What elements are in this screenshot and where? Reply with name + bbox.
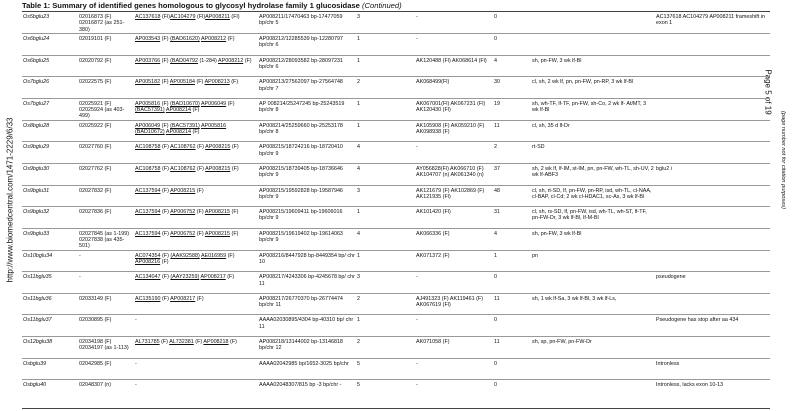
accession-cell bbox=[134, 250, 258, 272]
accession-cell bbox=[134, 228, 258, 250]
note-cell: pseudogene bbox=[656, 274, 686, 281]
accession-suffix: (F) bbox=[191, 129, 200, 136]
accession-link[interactable]: AP005816 bbox=[135, 100, 161, 107]
expression-cell bbox=[531, 272, 655, 294]
accession-cell bbox=[134, 12, 258, 34]
accession-link[interactable]: AC108758 bbox=[135, 144, 161, 151]
accession-suffix: (F) bbox=[193, 339, 204, 345]
accession-link[interactable]: AE016959 bbox=[200, 252, 227, 259]
est-count-cell: 0 bbox=[494, 274, 497, 281]
accession-link[interactable]: AC134047 bbox=[135, 274, 161, 281]
accession-link[interactable]: AC137594 bbox=[135, 187, 161, 194]
accession-suffix: (Fl) bbox=[195, 14, 206, 20]
table-row bbox=[22, 272, 770, 294]
accession-link[interactable]: AP008211 bbox=[205, 14, 230, 20]
accession-cell bbox=[134, 337, 258, 359]
accession-suffix: (F) bbox=[160, 187, 171, 194]
expression-cell: pn bbox=[532, 252, 538, 259]
gene-name-cell: Os7bglu27 bbox=[23, 100, 50, 107]
accession-suffix: (F) bbox=[160, 258, 169, 265]
accession-suffix: (F) bbox=[160, 57, 171, 64]
est-count-cell: 37 bbox=[494, 165, 500, 172]
expression-cell: sh, wh-TF, lf-TF, pn-FW, sh-Co, 2 wk lf- At/MT, 3 wk lf-Bl bbox=[532, 100, 647, 114]
accession-suffix: (Fl) bbox=[160, 14, 171, 20]
expression-cell: sh, pn-FW, 3 wk lf-Bl bbox=[532, 57, 582, 64]
accession-suffix: (F) bbox=[195, 295, 204, 302]
est-count-cell: 48 bbox=[494, 187, 500, 194]
locus-cell: 02025922 (F) bbox=[79, 122, 112, 129]
accession-link[interactable]: AC104279 bbox=[170, 14, 196, 20]
cdna-cell: - bbox=[416, 144, 418, 151]
accession-link[interactable]: AC074354 bbox=[135, 252, 161, 259]
exon-count-cell: 3 bbox=[357, 14, 360, 20]
est-count-cell: 0 bbox=[494, 317, 497, 324]
accession-link[interactable]: AP005184 bbox=[169, 79, 195, 86]
exon-count-cell: 3 bbox=[357, 274, 360, 281]
gene-name-cell: Os6bglu24 bbox=[23, 36, 50, 43]
accession-link[interactable]: (BAC57391) bbox=[135, 107, 165, 114]
exon-count-cell: 4 bbox=[357, 230, 360, 237]
exon-count-cell: 4 bbox=[357, 144, 360, 151]
table-row bbox=[22, 77, 770, 99]
est-count-cell: 19 bbox=[494, 100, 500, 107]
locus-cell: 02027760 (F) bbox=[79, 144, 112, 151]
accession-link[interactable]: AP008217 bbox=[200, 274, 226, 281]
table-row bbox=[22, 142, 770, 164]
accession-link[interactable]: AP005182 bbox=[135, 79, 161, 86]
table-row bbox=[22, 315, 770, 337]
accession-suffix: (F) bbox=[195, 165, 206, 172]
note-cell: AC137618 AC104279 AP008211 frameshift in exon 1 bbox=[656, 14, 765, 27]
accession-cell bbox=[134, 34, 258, 56]
accession-cell bbox=[134, 55, 258, 77]
accession-suffix: (F) bbox=[225, 274, 235, 281]
expression-cell bbox=[531, 315, 655, 337]
expression-cell bbox=[531, 34, 655, 56]
est-count-cell: 31 bbox=[494, 209, 500, 216]
note-cell: bglu2 i bbox=[656, 165, 672, 172]
accession-suffix: (F) bbox=[195, 230, 205, 237]
accession-cell bbox=[134, 77, 258, 99]
accession-link[interactable]: (BAD10672) bbox=[135, 129, 165, 136]
cdna-cell: - bbox=[416, 14, 418, 20]
table-row bbox=[22, 12, 770, 34]
gene-name-cell: Os6bglu25 bbox=[23, 57, 50, 64]
table-row bbox=[22, 358, 770, 380]
locus-cell: 02042985 (F) bbox=[79, 360, 112, 367]
table-row bbox=[22, 337, 770, 359]
table-row bbox=[22, 34, 770, 56]
locus-cell: - bbox=[79, 274, 81, 281]
cdna-cell: - bbox=[416, 360, 418, 367]
cdna-cell: AK071372 (F) bbox=[416, 252, 450, 259]
exon-count-cell: 3 bbox=[357, 187, 360, 194]
position-cell: AP 008214/25247245 bp-25243519 bp/chr 8 bbox=[259, 100, 345, 114]
accession-suffix: (Fl) bbox=[229, 14, 240, 20]
accession-link[interactable]: AP003766 bbox=[135, 57, 161, 64]
accession-link[interactable]: AC135190 bbox=[135, 295, 161, 302]
locus-cell: 02016873 (F) 02016872 (as 251-380) bbox=[79, 14, 125, 33]
accession-suffix: (F) bbox=[160, 209, 171, 216]
note-cell bbox=[655, 142, 770, 164]
locus-cell: 02027836 (F) bbox=[79, 209, 112, 216]
note-cell: Pseudogene has stop after aa 434 bbox=[656, 317, 739, 324]
cdna-cell: - bbox=[416, 36, 418, 43]
accession-cell bbox=[134, 207, 258, 229]
locus-cell: 02033149 (F) bbox=[79, 295, 112, 302]
accession-link[interactable]: AL732381 bbox=[169, 339, 194, 345]
accession-link[interactable]: AP006049 bbox=[200, 100, 227, 107]
accession-suffix: (F) bbox=[191, 107, 200, 114]
accession-link[interactable]: AP008212 bbox=[200, 36, 227, 43]
locus-cell: 02027832 (F) bbox=[79, 187, 112, 194]
expression-cell: sh, sp, pn-FW, pn-FW-Dr bbox=[532, 339, 592, 345]
gene-name-cell: Os9bglu29 bbox=[23, 144, 50, 151]
est-count-cell: 0 bbox=[494, 360, 497, 367]
est-count-cell: 1 bbox=[494, 252, 497, 259]
accession-link[interactable]: AP008215 bbox=[170, 187, 196, 194]
cdna-cell: AJ491323 (F) AK119461 (F) AK067619 (Fl) bbox=[416, 295, 484, 309]
expression-cell bbox=[531, 380, 655, 402]
note-cell bbox=[655, 55, 770, 77]
expression-cell: sh, 2 wk lf, lf-IM, st-IM, pn, pn-FW, wh-TL, sh-UV, 2 wk lf-ABF3 bbox=[532, 165, 654, 179]
accession-link[interactable]: AP006752 bbox=[170, 230, 196, 237]
accession-cell bbox=[134, 272, 258, 294]
accession-link[interactable]: (AAY23259) bbox=[170, 274, 200, 281]
accession-link[interactable]: AP008214 bbox=[165, 107, 192, 114]
table-row bbox=[22, 293, 770, 315]
exon-count-cell: 2 bbox=[357, 79, 360, 86]
accession-cell bbox=[134, 185, 258, 207]
cdna-cell: AY056828(Fl) AK066710 (F) AK104707 (n) AK061340 (n) bbox=[416, 165, 484, 179]
table-row bbox=[22, 185, 770, 207]
position-cell: AP008215/19609411 bp-19606016 bp/chr 9 bbox=[259, 209, 343, 222]
accession-link[interactable]: AP008212 bbox=[218, 57, 244, 64]
exon-count-cell: 4 bbox=[357, 165, 360, 172]
accession-link[interactable]: AC108758 bbox=[135, 165, 161, 172]
accession-suffix: (F) bbox=[160, 165, 171, 172]
position-cell: AP008218/13144002 bp-13146818 bp/chr 12 bbox=[259, 339, 343, 352]
accession-link[interactable]: AC137594 bbox=[135, 230, 161, 237]
cdna-cell: AK120488 (Fl) AK068614 (Fl) bbox=[416, 57, 487, 64]
note-cell bbox=[655, 228, 770, 250]
accession-suffix: (F) bbox=[243, 57, 252, 64]
gene-name-cell: Os7bglu26 bbox=[23, 79, 50, 86]
est-count-cell: 11 bbox=[494, 122, 500, 129]
position-cell: AP008215/19619402 bp-19614063 bp/chr 9 bbox=[259, 230, 343, 244]
cdna-cell: AK071058 (F) bbox=[416, 339, 450, 345]
accession-link[interactable]: AP006049 bbox=[135, 122, 161, 129]
est-count-cell: 0 bbox=[494, 14, 497, 20]
table-caption bbox=[22, 1, 402, 10]
accession-suffix: (F) bbox=[159, 339, 170, 345]
accession-suffix: (F) bbox=[195, 144, 206, 151]
position-cell: AP008215/18739405 bp-18736646 bp/chr 9 bbox=[259, 165, 343, 179]
expression-cell bbox=[531, 358, 655, 380]
gene-name-cell: Osbglu40 bbox=[23, 382, 47, 389]
table-row bbox=[22, 228, 770, 250]
expression-cell bbox=[531, 12, 655, 34]
accession-link[interactable]: AP008215 bbox=[204, 230, 231, 237]
gene-name-cell: Os9bglu32 bbox=[23, 209, 50, 216]
exon-count-cell: 5 bbox=[357, 382, 360, 389]
accession-link[interactable]: AP005816 bbox=[200, 122, 227, 129]
locus-cell: 02022575 (F) bbox=[79, 79, 112, 86]
table-row bbox=[22, 207, 770, 229]
accession-suffix: (F) bbox=[230, 144, 239, 151]
accession-cell bbox=[134, 380, 258, 402]
gene-name-cell: Os9bglu33 bbox=[23, 230, 50, 237]
gene-name-cell: Os11bglu36 bbox=[23, 295, 52, 302]
accession-link[interactable]: AP008215 bbox=[204, 209, 231, 216]
gene-name-cell: Os9bglu30 bbox=[23, 165, 50, 172]
exon-count-cell: 1 bbox=[357, 252, 360, 259]
note-cell: Intronless, lacks exon 10-13 bbox=[656, 382, 724, 389]
locus-cell: 02027762 (F) bbox=[79, 165, 112, 172]
gene-name-cell: Os11bglu37 bbox=[23, 317, 52, 324]
accession-suffix: (F) bbox=[160, 144, 171, 151]
accession-suffix: (F) bbox=[160, 274, 171, 281]
cdna-cell: AK066336 (F) bbox=[416, 230, 450, 237]
exon-count-cell: 1 bbox=[357, 122, 360, 129]
note-cell bbox=[655, 250, 770, 272]
page-number: Page 5 of 19 bbox=[763, 69, 773, 115]
gene-name-cell: Os12bglu38 bbox=[23, 339, 53, 345]
note-cell bbox=[655, 98, 770, 120]
expression-cell: cl, sh, 2 wk lf, pn, pn-FW, pn-RP, 3 wk lf-Bl bbox=[532, 79, 634, 86]
accession-suffix: (F) bbox=[230, 209, 239, 216]
exon-count-cell: 1 bbox=[357, 317, 360, 324]
table-row bbox=[22, 120, 770, 142]
cdna-cell: AK067001(Fl) AK067231 (Fl) AK120430 (Fl) bbox=[416, 100, 486, 114]
accession-suffix: (F) bbox=[160, 295, 171, 302]
note-cell: Intronless bbox=[656, 360, 680, 367]
expression-cell: cl, sh, rs-SD, lf, pn-FW, isd, wh-TL, wh-ST, lf-TF, pn-FW-Dr, 3 wk lf-Bl, lf-M-Bl bbox=[532, 209, 647, 222]
position-cell: AAAA02030895/4304 bp-40310 bp/ chr 11 bbox=[259, 317, 354, 330]
accession-text: - bbox=[135, 317, 137, 324]
est-count-cell: 4 bbox=[494, 57, 497, 64]
accession-suffix: (F) bbox=[230, 230, 239, 237]
accession-link[interactable]: AP003543 bbox=[135, 36, 161, 43]
accession-link[interactable]: AP008215 bbox=[205, 144, 231, 151]
gene-name-cell: Os11bglu35 bbox=[23, 274, 52, 281]
position-cell: AAAA02048307/815 bp -3 bp/chr - bbox=[259, 382, 342, 389]
accession-suffix: (F) bbox=[160, 122, 171, 129]
cdna-cell: - bbox=[416, 317, 418, 324]
table-title: Table 1: Summary of identified genes homologous to glycosyl hydrolase family 1 glucosidase bbox=[22, 1, 360, 10]
accession-link[interactable]: (BAD10670) bbox=[170, 100, 200, 107]
position-cell: AP008213/27562097 bp-27564748 bp/chr 7 bbox=[259, 79, 343, 92]
note-cell bbox=[655, 207, 770, 229]
position-cell: AAAA02042985 bp/1652-3025 bp/chr bbox=[259, 360, 349, 367]
accession-link[interactable]: AP008216 bbox=[135, 258, 161, 265]
table-row bbox=[22, 380, 770, 402]
citation-note: (page number not for citation purposes) bbox=[780, 111, 786, 209]
accession-suffix: (F) bbox=[195, 209, 205, 216]
accession-link[interactable]: AL731785 bbox=[135, 339, 160, 345]
locus-cell: 02034198 (F) 02034197 (as 1-113) bbox=[79, 339, 129, 352]
accession-link[interactable]: AP008215 bbox=[205, 165, 231, 172]
accession-cell bbox=[134, 163, 258, 185]
table-row bbox=[22, 55, 770, 77]
locus-cell: 02019101 (F) bbox=[79, 36, 112, 43]
accession-suffix: (F) bbox=[160, 79, 170, 86]
accession-cell bbox=[134, 142, 258, 164]
table-row bbox=[22, 98, 770, 120]
position-cell: AP008216/8447928 bp-8449354 bp/ chr 10 bbox=[259, 252, 355, 265]
accession-link[interactable]: (BAD61620) bbox=[170, 36, 200, 43]
accession-cell bbox=[134, 293, 258, 315]
table-row bbox=[22, 250, 770, 272]
accession-suffix: (F) bbox=[160, 230, 171, 237]
position-cell: AP008211/17470463 bp-17477059 bp/chr 5 bbox=[259, 14, 343, 27]
accession-link[interactable]: AC108762 bbox=[170, 165, 196, 172]
position-cell: AP008215/18724216 bp-18720410 bp/chr 9 bbox=[259, 144, 343, 157]
accession-link[interactable]: AC137594 bbox=[135, 209, 161, 216]
position-cell: AP008212/12285539 bp-12280797 bp/chr 6 bbox=[259, 36, 343, 49]
accession-link[interactable]: AP008217 bbox=[170, 295, 196, 302]
note-cell bbox=[655, 77, 770, 99]
cdna-cell: - bbox=[416, 382, 418, 389]
accession-suffix: (1-284) bbox=[197, 57, 219, 64]
gene-name-cell: Os9bglu31 bbox=[23, 187, 50, 194]
cdna-cell: AK068499(Fl) bbox=[416, 79, 450, 86]
cdna-cell: AK101420 (Fl) bbox=[416, 209, 451, 216]
position-cell: AP008215/19592828 bp-19587946 bp/chr 9 bbox=[259, 187, 343, 200]
accession-suffix: (F) bbox=[160, 252, 171, 259]
accession-link[interactable]: AP008218 bbox=[203, 339, 229, 345]
accession-suffix: (F) bbox=[194, 79, 205, 86]
note-cell bbox=[655, 337, 770, 359]
locus-cell: 02027845 (as 1-199) 02027838 (as 435-501) bbox=[79, 230, 130, 250]
locus-cell: 02030895 (F) bbox=[79, 317, 112, 324]
gene-name-cell: Os8bglu28 bbox=[23, 122, 50, 129]
locus-cell: 02048307 (n) bbox=[79, 382, 112, 389]
accession-link[interactable]: (AAK92588) bbox=[170, 252, 200, 259]
est-count-cell: 30 bbox=[494, 79, 500, 86]
expression-cell: cl, sh, rt-SD, lf, pn-FW, pn-RP, isd, wh-TL, cl-NAA, cl-BAP, cl-Cd; 2 wk cl-HDAC1, sc-As, 3 wk lf-Bl bbox=[532, 187, 652, 200]
accession-link[interactable]: AC108762 bbox=[170, 144, 196, 151]
position-cell: AP008217/26770370 bp-26774474 bp/chr 11 bbox=[259, 295, 343, 309]
table-body bbox=[22, 12, 770, 401]
locus-cell: 02025921 (F) 02025924 (as 403-499) bbox=[79, 100, 125, 120]
position-cell: AP008214/25259660 bp-25253178 bp/chr 8 bbox=[259, 122, 343, 136]
expression-cell: sh, pn-FW, 3 wk lf-Bl bbox=[532, 230, 582, 237]
accession-suffix: (F) bbox=[160, 100, 171, 107]
position-cell: AP008217/4243306 bp-4245678 bp/ chr 11 bbox=[259, 274, 355, 287]
note-cell bbox=[655, 185, 770, 207]
gene-name-cell: Os10bglu34 bbox=[23, 252, 53, 259]
exon-count-cell: 1 bbox=[357, 100, 360, 107]
accession-suffix: (F) bbox=[228, 339, 237, 345]
accession-suffix: (F) bbox=[229, 79, 239, 86]
gene-name-cell: Osbglu39 bbox=[23, 360, 47, 367]
position-cell: AP008212/28093582 bp-28097231 bp/chr 6 bbox=[259, 57, 343, 70]
est-count-cell: 0 bbox=[494, 382, 497, 389]
bottom-rule bbox=[22, 408, 770, 409]
locus-cell: 02020792 (F) bbox=[79, 57, 112, 64]
cdna-cell: - bbox=[416, 274, 418, 281]
accession-suffix: (F) bbox=[226, 100, 235, 107]
accession-link[interactable]: AP008214 bbox=[165, 129, 192, 136]
accession-suffix: (F) bbox=[195, 187, 204, 194]
accession-link[interactable]: AC137618 bbox=[135, 14, 161, 20]
expression-cell: rt-SD bbox=[532, 144, 545, 151]
accession-suffix: (F) bbox=[230, 165, 239, 172]
accession-suffix: (F) bbox=[226, 252, 235, 259]
est-count-cell: 2 bbox=[494, 144, 497, 151]
accession-cell bbox=[134, 98, 258, 120]
expression-cell: cl, sh, 35 d lf-Dr bbox=[532, 122, 570, 129]
est-count-cell: 4 bbox=[494, 230, 497, 237]
est-count-cell: 11 bbox=[494, 295, 500, 302]
gene-table bbox=[22, 12, 770, 401]
exon-count-cell: 1 bbox=[357, 57, 360, 64]
exon-count-cell: 1 bbox=[357, 209, 360, 216]
accession-link[interactable]: (BAC57391) bbox=[170, 122, 200, 129]
exon-count-cell: 2 bbox=[357, 295, 360, 302]
accession-link[interactable]: AP008213 bbox=[204, 79, 230, 86]
accession-text: - bbox=[135, 382, 137, 389]
est-count-cell: 0 bbox=[494, 36, 497, 43]
exon-count-cell: 1 bbox=[357, 36, 360, 43]
cdna-cell: AK121679 (F) AK102869 (F) AK121935 (Fl) bbox=[416, 187, 485, 200]
exon-count-cell: 2 bbox=[357, 339, 360, 345]
expression-cell: sh, 1 wk lf-Sa, 3 wk lf-Bl, 3 wk lf-Ls, bbox=[532, 295, 617, 302]
accession-text: - bbox=[135, 360, 137, 367]
table-row bbox=[22, 163, 770, 185]
note-cell bbox=[655, 120, 770, 142]
side-url[interactable]: http://www.biomedcentral.com/1471-2229/6/33 bbox=[5, 117, 15, 283]
continued-label: (Continued) bbox=[361, 1, 402, 10]
est-count-cell: 11 bbox=[494, 339, 500, 345]
accession-link[interactable]: AP006752 bbox=[170, 209, 196, 216]
accession-cell bbox=[134, 358, 258, 380]
accession-suffix: (F) bbox=[160, 36, 171, 43]
gene-name-cell: Os5bglu23 bbox=[23, 14, 50, 20]
accession-cell bbox=[134, 120, 258, 142]
exon-count-cell: 5 bbox=[357, 360, 360, 367]
cdna-cell: AK105908 (F) AK059210 (F) AK098938 (F) bbox=[416, 122, 485, 136]
note-cell bbox=[655, 34, 770, 56]
accession-link[interactable]: (BAD04792 bbox=[170, 57, 198, 64]
accession-cell bbox=[134, 315, 258, 337]
accession-suffix: (F) bbox=[226, 36, 235, 43]
locus-cell: - bbox=[79, 252, 81, 259]
note-cell bbox=[655, 293, 770, 315]
